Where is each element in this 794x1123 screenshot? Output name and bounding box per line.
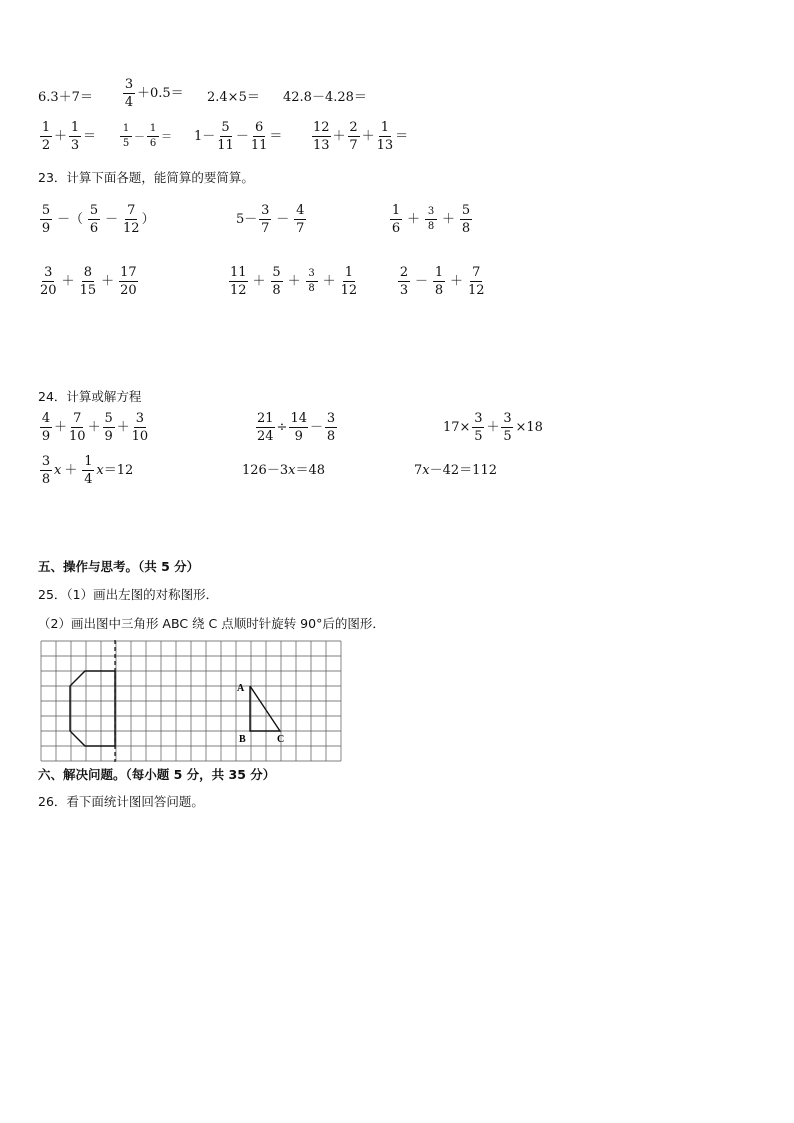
fraction	[348, 121, 360, 152]
denominator: 6	[391, 221, 401, 236]
expr-text: 6.3＋7＝	[38, 90, 93, 105]
calc-expr-6	[118, 124, 172, 149]
expr-text: ×18	[515, 420, 543, 435]
fraction	[325, 412, 337, 443]
denominator: 7	[296, 221, 305, 236]
denominator: 12	[468, 283, 485, 298]
denominator: 3	[70, 138, 80, 153]
calc-expr-1	[38, 91, 93, 104]
expr-text: 126－3	[242, 463, 289, 478]
numerator: 8	[83, 265, 92, 280]
numerator: 7	[127, 203, 136, 218]
operator: ＋	[450, 274, 464, 289]
denominator: 4	[84, 472, 93, 487]
denominator: 13	[313, 138, 330, 153]
operator: ＋	[486, 420, 500, 435]
fraction	[132, 412, 149, 443]
numerator: 3	[306, 269, 318, 282]
operator: －	[105, 212, 119, 227]
q23-expr-3	[388, 204, 474, 235]
q24-equation-2	[242, 464, 325, 477]
fraction	[259, 204, 271, 235]
fraction	[69, 121, 81, 152]
q24-equation-1	[38, 455, 133, 486]
q24-equation-3	[414, 464, 497, 477]
denominator: 6	[149, 138, 157, 149]
numerator: 1	[344, 265, 353, 280]
numerator: 21	[257, 411, 274, 426]
denominator: 10	[131, 429, 149, 444]
operator: ＋	[116, 420, 130, 435]
fraction	[88, 204, 100, 235]
numerator: 2	[349, 120, 358, 135]
fraction	[312, 121, 331, 152]
denominator: 9	[41, 221, 51, 236]
operator: ＋	[101, 274, 115, 289]
triangle-abc	[250, 686, 280, 731]
denominator: 4	[124, 95, 134, 110]
fraction	[69, 412, 86, 443]
fraction	[472, 412, 484, 443]
calc-expr-2	[121, 78, 184, 109]
operator: －	[276, 212, 290, 227]
operator: ＝	[83, 129, 97, 144]
denominator: 2	[41, 138, 51, 153]
numerator: 14	[290, 411, 307, 426]
numerator: 1	[147, 124, 159, 137]
fraction	[123, 204, 140, 235]
fraction	[377, 121, 394, 152]
denominator: 9	[41, 429, 51, 444]
expr-text: －42＝112	[429, 463, 497, 478]
fraction	[460, 204, 472, 235]
operator: ＋	[361, 129, 375, 144]
numerator: 17	[120, 265, 137, 280]
fraction	[501, 412, 513, 443]
q24-expr-3	[443, 412, 543, 443]
operator: ）	[141, 212, 155, 227]
label-b: B	[239, 734, 246, 745]
numerator: 6	[254, 120, 264, 135]
numerator: 4	[41, 411, 51, 426]
numerator: 1	[84, 454, 93, 469]
grid-lines	[41, 641, 341, 761]
numerator: 1	[120, 124, 132, 137]
denominator: 8	[427, 221, 435, 232]
operator: ＋	[87, 420, 101, 435]
denominator: 8	[41, 472, 51, 487]
fraction	[217, 121, 234, 152]
fraction	[103, 412, 115, 443]
expr-text: ＝48	[295, 463, 325, 478]
fraction	[425, 207, 437, 232]
operator: ＋	[252, 274, 266, 289]
numerator: 3	[124, 77, 134, 92]
denominator: 6	[89, 221, 99, 236]
denominator: 9	[294, 429, 303, 444]
numerator: 7	[472, 265, 481, 280]
expr-text: 1－	[194, 129, 216, 144]
numerator: 1	[41, 120, 51, 135]
numerator: 5	[104, 411, 113, 426]
q24-expr-2	[254, 412, 339, 443]
numerator: 3	[41, 454, 51, 469]
left-shape	[70, 671, 115, 746]
expr-text: 2.4×5＝	[207, 90, 260, 105]
expr-text: ＝12	[103, 463, 134, 478]
q23-expr-2	[236, 204, 308, 235]
numerator: 5	[89, 203, 99, 218]
denominator: 12	[230, 283, 247, 298]
numerator: 5	[221, 120, 230, 135]
q24-expr-1	[38, 412, 150, 443]
section-5-title: 五、操作与思考。（共 5 分）	[38, 559, 200, 574]
calc-expr-7	[194, 121, 282, 152]
expr-text: 5－	[236, 212, 258, 227]
operator: －	[134, 130, 145, 143]
q23-expr-1	[38, 204, 155, 235]
fraction	[289, 412, 308, 443]
expr-text: ＋0.5＝	[137, 86, 184, 101]
numerator: 3	[135, 411, 144, 426]
calc-expr-8	[310, 121, 408, 152]
question-23-title: 23．计算下面各题，能简算的要简算。	[38, 170, 254, 185]
fraction	[398, 266, 410, 297]
fraction	[147, 124, 159, 149]
numerator: 3	[474, 411, 483, 426]
question-25-part-2: （2）画出图中三角形 ABC 绕 C 点顺时针旋转 90°后的图形．	[38, 616, 385, 631]
fraction	[341, 266, 358, 297]
numerator: 11	[230, 265, 247, 280]
operator: ＝	[269, 129, 283, 144]
variable: x	[96, 463, 104, 478]
numerator: 1	[391, 203, 401, 218]
fraction	[40, 266, 57, 297]
fraction	[119, 266, 138, 297]
denominator: 13	[376, 138, 394, 153]
denominator: 5	[474, 429, 483, 444]
fraction	[306, 269, 318, 294]
numerator: 3	[261, 203, 270, 218]
operator: ＋	[64, 463, 78, 478]
expr-text: 17×	[443, 420, 471, 435]
operator: ＋	[287, 274, 301, 289]
denominator: 20	[40, 283, 57, 298]
denominator: 8	[308, 283, 315, 294]
fraction	[40, 412, 52, 443]
q23-expr-6	[396, 266, 487, 297]
fraction	[120, 124, 132, 149]
fraction	[433, 266, 445, 297]
fraction	[80, 266, 97, 297]
numerator: 3	[503, 411, 512, 426]
denominator: 3	[399, 283, 409, 298]
question-24-title: 24．计算或解方程	[38, 389, 142, 404]
denominator: 5	[122, 138, 130, 149]
numerator: 12	[313, 120, 330, 135]
drawing-grid[interactable]	[40, 640, 342, 762]
denominator: 11	[217, 138, 234, 153]
denominator: 20	[120, 283, 137, 298]
numerator: 5	[41, 203, 51, 218]
fraction	[468, 266, 485, 297]
fraction	[40, 121, 52, 152]
operator: －	[235, 129, 249, 144]
variable: x	[422, 463, 430, 478]
denominator: 8	[326, 429, 336, 444]
numerator: 4	[296, 203, 305, 218]
fraction	[390, 204, 402, 235]
operator: ＋	[442, 212, 456, 227]
numerator: 1	[434, 265, 444, 280]
denominator: 8	[434, 283, 444, 298]
denominator: 7	[261, 221, 270, 236]
calc-expr-4	[283, 91, 367, 104]
expr-text: 42.8－4.28＝	[283, 90, 367, 105]
label-c: C	[277, 734, 285, 745]
denominator: 8	[272, 283, 281, 298]
fraction	[40, 455, 52, 486]
numerator: 1	[380, 120, 389, 135]
numerator: 3	[44, 265, 53, 280]
q23-expr-4	[38, 266, 140, 297]
operator: －	[415, 274, 429, 289]
expr-text: 7	[414, 463, 423, 478]
denominator: 12	[123, 221, 140, 236]
q23-expr-5	[227, 266, 359, 297]
variable: x	[54, 463, 62, 478]
fraction	[251, 121, 268, 152]
operator: ＋	[322, 274, 336, 289]
fraction	[271, 266, 283, 297]
denominator: 5	[503, 429, 512, 444]
numerator: 2	[399, 265, 409, 280]
operator: －（	[57, 212, 84, 227]
denominator: 9	[104, 429, 113, 444]
operator: ＝	[161, 130, 172, 143]
fraction	[82, 455, 94, 486]
denominator: 24	[257, 429, 274, 444]
numerator: 3	[326, 411, 336, 426]
operator: ＋	[54, 129, 68, 144]
denominator: 10	[69, 429, 86, 444]
fraction	[40, 204, 52, 235]
operator: ＋	[61, 274, 75, 289]
numerator: 1	[70, 120, 80, 135]
numerator: 5	[461, 203, 471, 218]
operator: ÷	[276, 420, 288, 435]
section-6-title: 六、解决问题。（每小题 5 分，共 35 分）	[38, 767, 276, 782]
denominator: 11	[250, 138, 268, 153]
fraction	[294, 204, 306, 235]
denominator: 7	[349, 138, 358, 153]
fraction	[256, 412, 275, 443]
operator: ＝	[395, 129, 409, 144]
label-a: A	[237, 683, 245, 694]
operator: －	[310, 420, 324, 435]
question-25-part-1: 25．（1）画出左图的对称图形．	[38, 587, 219, 602]
operator: ＋	[332, 129, 346, 144]
denominator: 15	[79, 283, 97, 298]
denominator: 12	[340, 283, 358, 298]
denominator: 8	[461, 221, 471, 236]
numerator: 3	[425, 207, 437, 220]
calc-expr-3	[207, 91, 260, 104]
fraction	[229, 266, 248, 297]
numerator: 5	[272, 265, 281, 280]
calc-expr-5	[38, 121, 96, 152]
numerator: 7	[73, 411, 82, 426]
question-26: 26．看下面统计图回答问题。	[38, 794, 204, 809]
variable: x	[288, 463, 296, 478]
operator: ＋	[407, 212, 421, 227]
operator: ＋	[54, 420, 68, 435]
fraction	[123, 78, 135, 109]
